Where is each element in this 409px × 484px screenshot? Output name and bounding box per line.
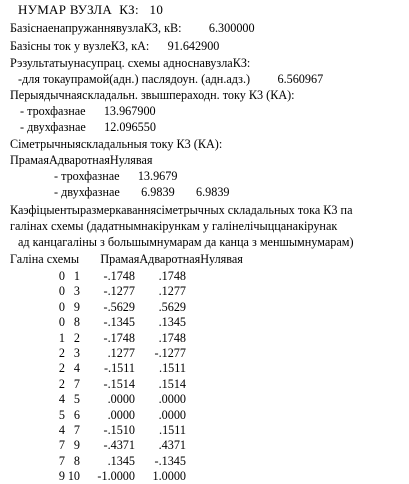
branch-to-node: 3	[73, 284, 80, 299]
positive-sequence-coef: -1.0000	[97, 469, 135, 484]
branch-from-node: 2	[58, 346, 65, 360]
equivalent-resistance-value: -для токаупрамой(адн.) паслядоун. (адн.адз.) 6.560967	[18, 72, 324, 86]
positive-sequence-coef: .1345	[107, 453, 135, 468]
positive-sequence-coef: -.1510	[103, 423, 135, 437]
zero-sequence-coef: .1748	[158, 330, 186, 345]
node-title: НУМАР ВУЗЛА КЗ: 10	[18, 2, 164, 17]
branch-to-node: 1	[73, 269, 80, 283]
base-current-line: Базiсны ток у вузлеКЗ, кА: 91.642900	[10, 39, 220, 53]
nominal-voltage-line: БазiснаенапружаннявузлаКЗ, кВ: 6.300000	[10, 21, 255, 35]
table-row	[0, 408, 409, 423]
table-row	[0, 361, 409, 376]
branch-from-node: 4	[58, 423, 65, 437]
zero-sequence-coef: .1345	[158, 315, 186, 330]
branch-from-node: 0	[58, 315, 65, 330]
branch-from-node: 0	[58, 284, 65, 299]
branch-to-node: 3	[73, 346, 80, 360]
table-row	[0, 300, 409, 315]
branch-to-node: 8	[73, 453, 80, 468]
branch-from-node: 0	[58, 269, 65, 283]
branch-from-node: 9	[58, 469, 65, 484]
three-phase-current: - трохфазнае 13.967900	[20, 104, 156, 118]
zero-sequence-coef: .5629	[158, 299, 186, 314]
two-phase-current: - двухфазнае 12.096550	[20, 120, 156, 134]
zero-sequence-coef: .0000	[158, 392, 186, 407]
branch-to-node: 8	[73, 315, 80, 330]
zero-sequence-coef: .1514	[158, 376, 186, 391]
positive-sequence-coef: -.1277	[103, 284, 135, 299]
table-row	[0, 377, 409, 392]
zero-sequence-coef: .0000	[158, 407, 186, 422]
table-row	[0, 269, 409, 284]
zero-sequence-coef: .1748	[158, 269, 186, 283]
zero-sequence-coef: -.1345	[154, 453, 186, 468]
zero-sequence-coef: -.1277	[154, 346, 186, 360]
coefficients-line-2: галiнах схемы (дадатнымнакiрункам у галiнелiчыццанакiрунак	[10, 219, 338, 233]
positive-sequence-coef: .0000	[107, 392, 135, 407]
branch-from-node: 4	[58, 392, 65, 407]
positive-sequence-coef: -.1514	[103, 376, 135, 391]
positive-sequence-coef: .0000	[107, 407, 135, 422]
positive-sequence-coef: -.4371	[103, 438, 135, 453]
branch-from-node: 7	[58, 453, 65, 468]
positive-sequence-coef: -.1748	[103, 269, 135, 283]
symmetric-two-phase: - двухфазнае 6.9839 6.9839	[54, 185, 230, 199]
table-header: Галiна схемы ПрамаяАдваротнаяНулявая	[10, 252, 243, 266]
zero-sequence-coef: .4371	[158, 438, 186, 453]
initial-current-label: Перыядычнаяскладальн. звышпераходн. току К3 (КА):	[10, 88, 295, 102]
symmetric-components-header: ПрамаяАдваротнаяНулявая	[10, 153, 153, 167]
branch-to-node: 7	[73, 376, 80, 391]
table-row	[0, 331, 409, 346]
branch-from-node: 2	[58, 361, 65, 376]
branch-from-node: 7	[58, 438, 65, 453]
table-row	[0, 469, 409, 484]
branch-to-node: 7	[73, 423, 80, 437]
table-row	[0, 315, 409, 330]
branch-to-node: 9	[73, 299, 80, 314]
symmetric-three-phase: - трохфазнае 13.9679	[54, 169, 178, 183]
positive-sequence-coef: -.1345	[103, 315, 135, 330]
branch-to-node: 4	[73, 361, 80, 376]
coefficients-line-3: ад канцагалiны з большымнумарам да канца з меншымнумарам)	[18, 235, 354, 249]
table-row	[0, 423, 409, 438]
zero-sequence-coef: .1511	[159, 361, 186, 376]
positive-sequence-coef: .1277	[107, 346, 135, 360]
coefficients-line-1: Каэфiцыентыразмеркаванняciметрычных складальных тока К3 па	[10, 203, 353, 217]
branch-from-node: 2	[58, 376, 65, 391]
zero-sequence-coef: 1.0000	[152, 469, 186, 484]
zero-sequence-coef: .1277	[158, 284, 186, 299]
table-row	[0, 454, 409, 469]
branch-from-node: 1	[58, 330, 65, 345]
branch-to-node: 5	[73, 392, 80, 407]
positive-sequence-coef: -.5629	[103, 299, 135, 314]
branch-to-node: 2	[73, 330, 80, 345]
equivalent-resistance-label: Рэзультатыунасупрац. схемы адноснавузлаКЗ:	[10, 56, 251, 70]
table-row	[0, 346, 409, 361]
branch-from-node: 5	[58, 407, 65, 422]
branch-to-node: 6	[73, 407, 80, 422]
table-row	[0, 438, 409, 453]
table-row	[0, 284, 409, 299]
positive-sequence-coef: -.1511	[103, 361, 135, 376]
branch-from-node: 0	[58, 299, 65, 314]
zero-sequence-coef: .1511	[159, 423, 186, 437]
positive-sequence-coef: -.1748	[103, 330, 135, 345]
branch-to-node: 10	[67, 469, 80, 484]
branch-to-node: 9	[73, 438, 80, 453]
table-row	[0, 392, 409, 407]
symmetric-components-label: Сiметрычныяскладальныя току К3 (КА):	[10, 137, 223, 151]
